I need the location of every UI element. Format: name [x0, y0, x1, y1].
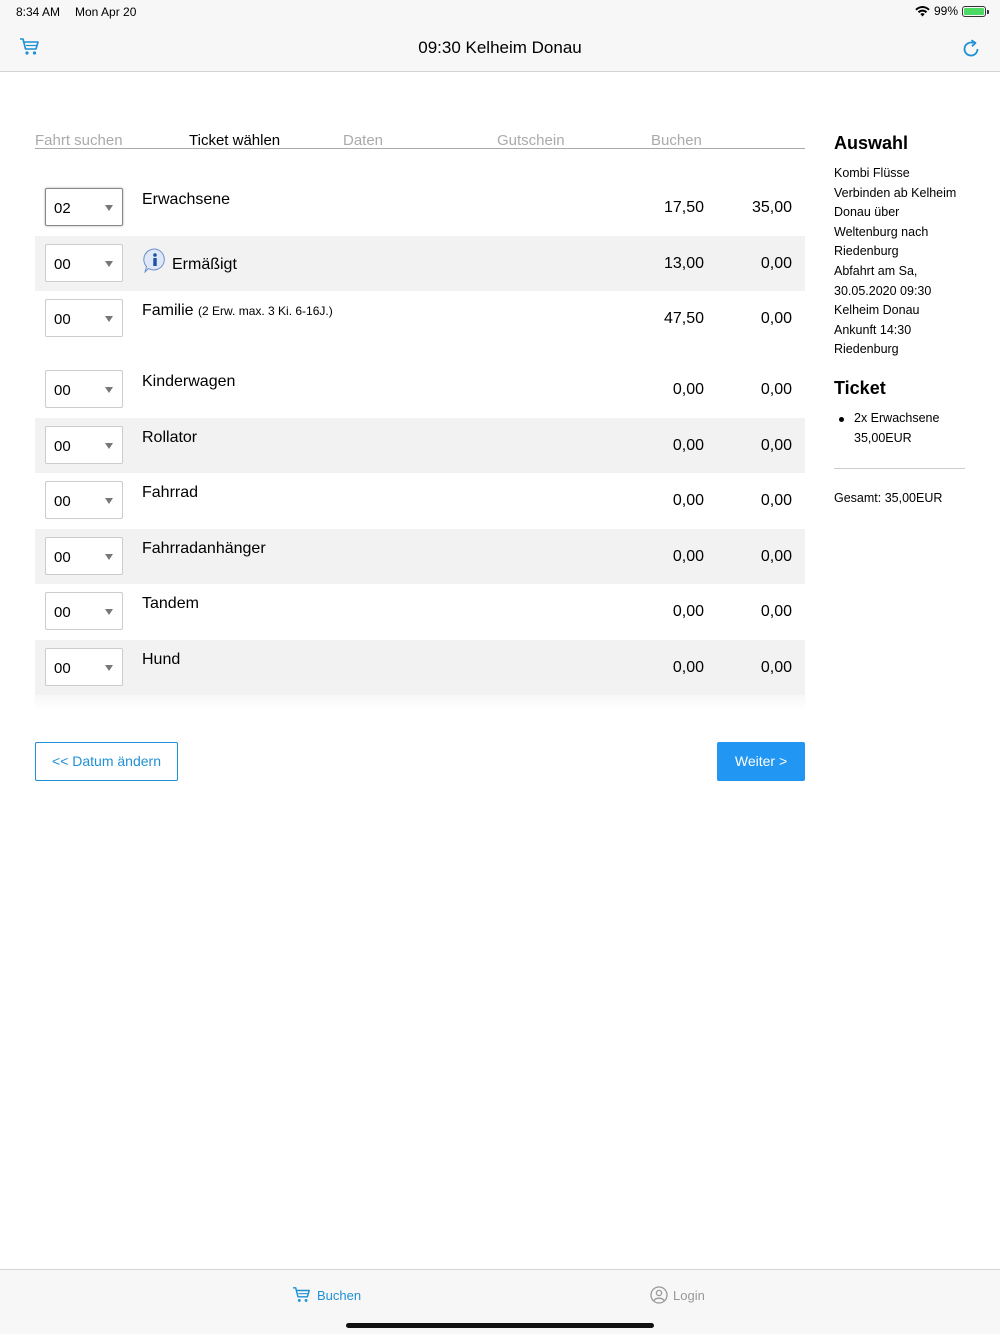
selection-title: Auswahl [834, 133, 909, 153]
ticket-total: 0,00 [760, 254, 792, 272]
quantity-select[interactable]: 02 [45, 188, 123, 226]
ticket-name: Ermäßigt [142, 247, 237, 274]
cart-icon [292, 1286, 312, 1304]
battery-icon [962, 6, 986, 17]
info-icon[interactable] [142, 247, 168, 273]
dropdown-caret-icon [105, 387, 113, 393]
ticket-total: 0,00 [760, 658, 792, 676]
ticket-price: 0,00 [672, 547, 704, 565]
ticket-row-fahrrad [35, 473, 805, 529]
grand-total: Gesamt: 35,00EUR [834, 491, 943, 506]
ticket-list [35, 180, 805, 710]
list-item: 2x Erwachsene 35,00EUR [834, 409, 974, 448]
ticket-summary-list [834, 409, 974, 448]
ticket-total: 35,00 [751, 199, 792, 216]
quantity-select[interactable]: 00 [45, 426, 123, 464]
tab-buchen[interactable] [292, 1286, 361, 1304]
ticket-name: Fahrrad [142, 484, 199, 501]
list-footer [35, 695, 805, 710]
step-ticket-waehlen: Ticket wählen [189, 132, 281, 149]
tab-login[interactable] [650, 1286, 705, 1304]
ticket-price: 0,00 [672, 381, 704, 398]
dropdown-caret-icon [105, 609, 113, 615]
summary-panel [834, 133, 974, 505]
ticket-total: 0,00 [760, 310, 792, 327]
status-date: Mon Apr 20 [75, 5, 137, 19]
dropdown-caret-icon [105, 498, 113, 504]
ticket-price: 0,00 [672, 603, 704, 620]
quantity-select[interactable]: 00 [45, 244, 123, 282]
status-right [915, 4, 986, 18]
tab-label: Buchen [317, 1287, 362, 1303]
ticket-name: Kinderwagen [142, 373, 236, 390]
ticket-row-tandem [35, 584, 805, 640]
status-time: 8:34 AM [16, 5, 61, 19]
quantity-select[interactable]: 00 [45, 592, 123, 630]
ticket-row-hund [35, 640, 805, 696]
ticket-note: (2 Erw. max. 3 Ki. 6-16J.) [198, 304, 333, 318]
home-indicator [346, 1323, 654, 1328]
ticket-row-rollator [35, 418, 805, 474]
ticket-name: Rollator [142, 428, 198, 446]
step-daten: Daten [343, 132, 384, 149]
ticket-price: 0,00 [672, 658, 704, 676]
wifi-icon [915, 6, 930, 17]
quantity-select[interactable]: 00 [45, 537, 123, 575]
refresh-icon[interactable] [960, 38, 982, 60]
ticket-total: 0,00 [760, 436, 792, 454]
step-progress [35, 131, 805, 149]
ticket-total: 0,00 [760, 492, 792, 509]
step-buchen: Buchen [651, 132, 702, 149]
ticket-price: 0,00 [672, 436, 704, 454]
dropdown-caret-icon [105, 205, 113, 211]
ticket-name: Hund [142, 650, 181, 668]
ticket-name: Tandem [142, 595, 199, 612]
ticket-row-ermaessigt [35, 236, 805, 292]
ticket-price: 47,50 [663, 310, 704, 327]
page-title: 09:30 Kelheim Donau [418, 38, 582, 57]
divider [834, 468, 965, 469]
status-bar [0, 0, 1000, 24]
dropdown-caret-icon [105, 665, 113, 671]
dropdown-caret-icon [105, 261, 113, 267]
dropdown-caret-icon [105, 443, 113, 449]
ticket-total: 0,00 [760, 603, 792, 620]
ticket-row-familie [35, 291, 805, 362]
user-icon [650, 1286, 668, 1304]
ticket-row-fahrradanhaenger [35, 529, 805, 585]
ticket-total: 0,00 [760, 381, 792, 398]
quantity-select[interactable]: 00 [45, 648, 123, 686]
ticket-name: Fahrradanhänger [142, 539, 266, 557]
tab-label: Login [673, 1287, 705, 1303]
change-date-button[interactable]: << Datum ändern [35, 742, 178, 781]
ticket-name: Erwachsene [142, 191, 231, 208]
ticket-name: Familie (2 Erw. max. 3 Ki. 6-16J.) [142, 302, 333, 319]
step-fahrt-suchen: Fahrt suchen [35, 132, 123, 149]
selection-details: Kombi Flüsse Verbinden ab Kelheim Donau über Weltenburg nach Riedenburg Abfahrt am Sa, 30.05.2020 09:30 Kelheim Donau Ankunft 14:30 Riedenburg [834, 166, 957, 357]
ticket-row-erwachsene [35, 180, 805, 236]
step-gutschein: Gutschein [497, 132, 565, 149]
ticket-total: 0,00 [760, 547, 792, 565]
nav-bar [0, 24, 1000, 72]
battery-percent: 99% [933, 4, 958, 18]
ticket-title: Ticket [834, 377, 886, 398]
ticket-price: 0,00 [672, 492, 704, 509]
dropdown-caret-icon [105, 316, 113, 322]
quantity-select[interactable]: 00 [45, 299, 123, 337]
tab-bar [0, 1269, 1000, 1334]
quantity-select[interactable]: 00 [45, 481, 123, 519]
dropdown-caret-icon [105, 554, 113, 560]
next-button[interactable]: Weiter > [717, 742, 805, 781]
ticket-price: 13,00 [663, 254, 704, 272]
ticket-price: 17,50 [663, 199, 704, 216]
ticket-row-kinderwagen [35, 362, 805, 418]
quantity-select[interactable]: 00 [45, 370, 123, 408]
